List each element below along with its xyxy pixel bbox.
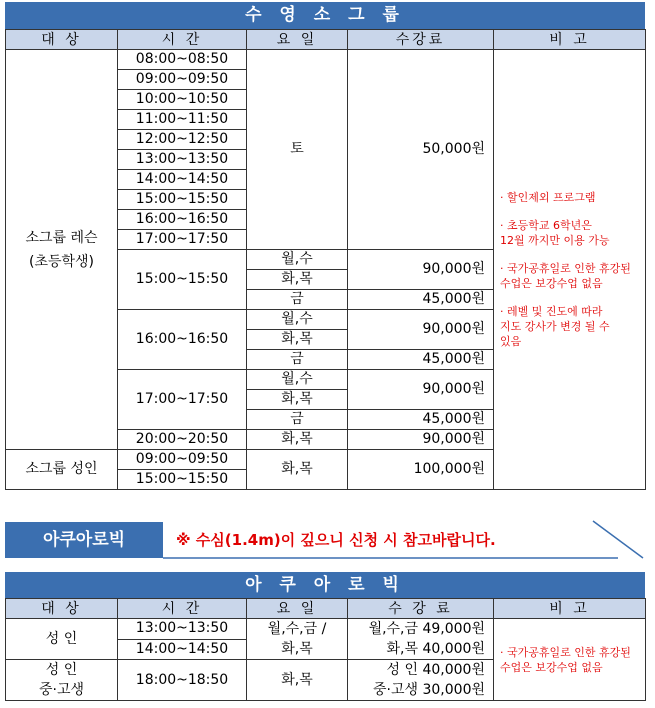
fee-cell: 45,000원 xyxy=(348,290,494,310)
note-item: · 국가공휴일로 인한 휴강된 수업은 보강수업 없음 xyxy=(500,262,631,290)
fee-cell: 90,000원 xyxy=(348,310,494,350)
fee-cell xyxy=(348,619,494,660)
target-line: 성 인 xyxy=(45,662,78,678)
day-cell: 월,수 xyxy=(247,370,348,390)
note-item: · 할인제외 프로그램 xyxy=(500,191,596,204)
time-cell: 09:00~09:50 xyxy=(118,70,247,90)
header-target: 대 상 xyxy=(6,30,118,50)
fee-line: 월,수,금 49,000원 xyxy=(368,621,485,637)
swim-notes-cell xyxy=(494,50,646,490)
day-cell: 화,목 xyxy=(247,390,348,410)
aqua-notes-cell xyxy=(494,619,646,701)
header-time: 시 간 xyxy=(118,599,247,619)
time-cell: 17:00~17:50 xyxy=(118,230,247,250)
kids-target-cell xyxy=(6,50,118,450)
header-day: 요 일 xyxy=(247,30,348,50)
table-row xyxy=(6,50,646,70)
header-note: 비 고 xyxy=(494,30,646,50)
time-cell: 14:00~14:50 xyxy=(118,639,247,660)
time-cell: 13:00~13:50 xyxy=(118,619,247,640)
header-fee: 수 강 료 xyxy=(348,599,494,619)
saturday-fee-cell: 50,000원 xyxy=(348,50,494,250)
fee-cell: 45,000원 xyxy=(348,410,494,430)
fee-cell: 90,000원 xyxy=(348,370,494,410)
aqua-adult-target-cell: 성 인 xyxy=(6,619,118,660)
day-cell: 월,수 xyxy=(247,310,348,330)
time-cell: 18:00~18:50 xyxy=(118,660,247,701)
header-note: 비 고 xyxy=(494,599,646,619)
fee-line: 성 인 40,000원 xyxy=(386,662,485,678)
day-cell: 금 xyxy=(247,290,348,310)
header-target: 대 상 xyxy=(6,599,118,619)
day-cell: 금 xyxy=(247,350,348,370)
aqua-table-title: 아 쿠 아 로 빅 xyxy=(5,572,645,598)
aqua-header-row xyxy=(6,599,646,619)
time-cell: 16:00~16:50 xyxy=(118,310,247,370)
time-cell: 10:00~10:50 xyxy=(118,90,247,110)
day-cell: 화,목 xyxy=(247,450,348,490)
header-fee: 수강료 xyxy=(348,30,494,50)
time-cell: 15:00~15:50 xyxy=(118,190,247,210)
time-cell: 15:00~15:50 xyxy=(118,250,247,310)
table-row xyxy=(6,619,646,640)
time-cell: 09:00~09:50 xyxy=(118,450,247,470)
day-line: 화,목 xyxy=(281,641,313,657)
swim-table xyxy=(5,29,646,490)
header-time: 시 간 xyxy=(118,30,247,50)
time-cell: 20:00~20:50 xyxy=(118,430,247,450)
day-cell: 화,목 xyxy=(247,330,348,350)
kids-target-sub: (초등학생) xyxy=(28,253,95,270)
fee-cell: 100,000원 xyxy=(348,450,494,490)
fee-cell: 90,000원 xyxy=(348,430,494,450)
fee-cell xyxy=(348,660,494,701)
banner-divider-line xyxy=(163,518,648,564)
swim-header-row xyxy=(6,30,646,50)
time-cell: 12:00~12:50 xyxy=(118,130,247,150)
adult-target-cell: 소그룹 성인 xyxy=(6,450,118,490)
note-item: · 국가공휴일로 인한 휴강된 수업은 보강수업 없음 xyxy=(500,645,631,674)
swim-table-title: 수 영 소 그 룹 xyxy=(5,2,645,29)
day-cell: 화,목 xyxy=(247,660,348,701)
aqua-depth-warning: ※ 수심(1.4m)이 깊으니 신청 시 참고바랍니다. xyxy=(176,531,496,549)
day-line: 월,수,금 / xyxy=(267,621,327,637)
time-cell: 17:00~17:50 xyxy=(118,370,247,430)
aqua-banner-label: 아쿠아로빅 xyxy=(5,522,163,558)
note-item: · 초등학교 6학년은 12월 까지만 이용 가능 xyxy=(500,219,610,247)
day-cell xyxy=(247,619,348,660)
target-line: 중·고생 xyxy=(38,682,85,698)
time-cell: 08:00~08:50 xyxy=(118,50,247,70)
aqua-mixed-target-cell xyxy=(6,660,118,701)
time-cell: 13:00~13:50 xyxy=(118,150,247,170)
time-cell: 11:00~11:50 xyxy=(118,110,247,130)
kids-target-label: 소그룹 레슨 xyxy=(25,229,98,246)
day-cell: 금 xyxy=(247,410,348,430)
time-cell: 14:00~14:50 xyxy=(118,170,247,190)
day-cell: 월,수 xyxy=(247,250,348,270)
fee-line: 화,목 40,000원 xyxy=(386,641,485,657)
fee-cell: 45,000원 xyxy=(348,350,494,370)
time-cell: 16:00~16:50 xyxy=(118,210,247,230)
note-item: · 레벨 및 진도에 따라 지도 강사가 변경 될 수 있음 xyxy=(500,305,610,348)
fee-line: 중·고생 30,000원 xyxy=(373,682,485,698)
day-cell: 화,목 xyxy=(247,430,348,450)
fee-cell: 90,000원 xyxy=(348,250,494,290)
day-cell: 화,목 xyxy=(247,270,348,290)
aqua-table xyxy=(5,598,646,701)
saturday-day-cell: 토 xyxy=(247,50,348,250)
time-cell: 15:00~15:50 xyxy=(118,470,247,490)
header-day: 요 일 xyxy=(247,599,348,619)
